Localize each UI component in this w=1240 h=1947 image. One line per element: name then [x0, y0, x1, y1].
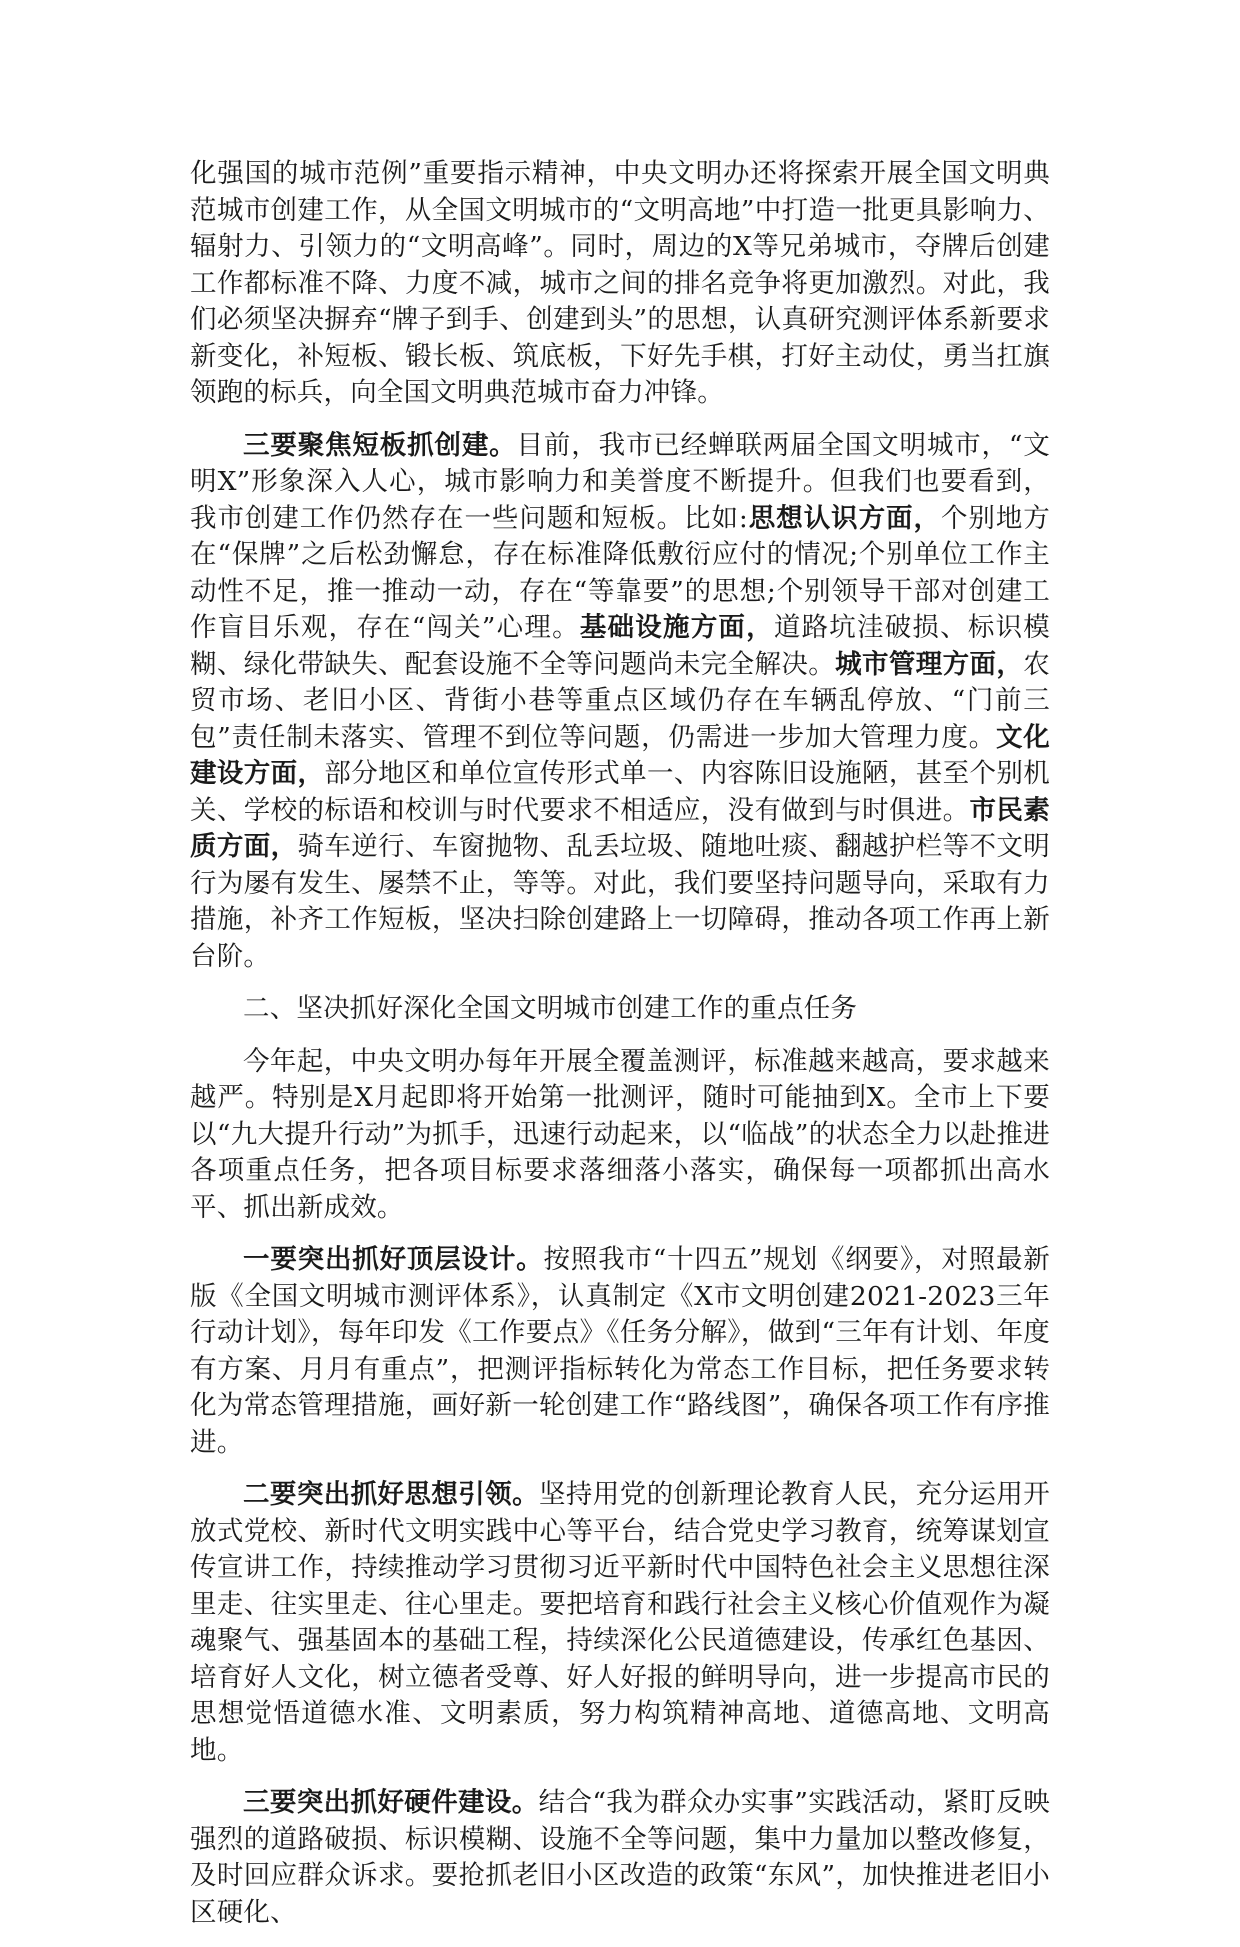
paragraph-text: 道路坑洼破损、标识模糊、绿化带缺失、配套设施不全等问题尚未完全解决。: [190, 612, 1050, 680]
paragraph-hardware-construction: [190, 1785, 1050, 1931]
paragraph-top-design: [190, 1242, 1050, 1461]
paragraph-lead: 三要聚焦短板抓创建。: [243, 429, 517, 461]
paragraph-text: 目前，我市已经蝉联两届全国文明城市，“文明X”形象深入人心，城市影响力和美誉度不断提升。但我们也要看到，我市创建工作仍然存在一些问题和短板。比如:: [190, 429, 1050, 534]
aspect-urban-management: 城市管理方面，: [835, 648, 1024, 680]
paragraph-text: 骑车逆行、车窗抛物、乱丢垃圾、随地吐痰、翻越护栏等不文明行为屡有发生、屡禁不止，等等。对此，我们要坚持问题导向，采取有力措施，补齐工作短板，坚决扫除创建路上一切障碍，推动各项工作再上新台阶。: [190, 831, 1050, 972]
aspect-citizen-quality: 市民素质方面，: [190, 794, 1050, 862]
aspect-culture: 文化建设方面，: [190, 721, 1050, 789]
aspect-thinking: 思想认识方面，: [748, 502, 941, 534]
paragraph-text: 个别地方在“保牌”之后松劲懈怠，存在标准降低敷衍应付的情况;个别单位工作主动性不足，推一推动一动，存在“等靠要”的思想;个别领导干部对创建工作盲目乐观，存在“闯关”心理。: [190, 502, 1050, 643]
paragraph-ideological-guidance: [190, 1477, 1050, 1769]
document-page: [190, 156, 1050, 1947]
paragraph-shortcomings: [190, 428, 1050, 976]
paragraph-lead: 一要突出抓好顶层设计。: [243, 1244, 544, 1275]
paragraph-key-tasks: 今年起，中央文明办每年开展全覆盖测评，标准越来越高，要求越来越严。特别是X月起即将开始第一批测评，随时可能抽到X。全市上下要以“九大提升行动”为抓手，迅速行动起来，以“临战”的状态全力以赴推进各项重点任务，把各项目标要求落细落小落实，确保每一项都抓出高水平、抓出新成效。: [190, 1045, 1050, 1223]
paragraph-lead: 三要突出抓好硬件建设。: [243, 1787, 539, 1818]
paragraph-lead: 二要突出抓好思想引领。: [243, 1479, 539, 1510]
paragraph-text: 坚持用党的创新理论教育人民，充分运用开放式党校、新时代文明实践中心等平台，结合党史学习教育，统筹谋划宣传宣讲工作，持续推动学习贯彻习近平新时代中国特色社会主义思想往深里走、往实里走、往心里走。要把培育和践行社会主义核心价值观作为凝魂聚气、强基固本的基础工程，持续深化公民道德建设，传承红色基因、培育好人文化，树立德者受尊、好人好报的鲜明导向，进一步提高市民的思想觉悟道德水准、文明素质，努力构筑精神高地、道德高地、文明高地。: [190, 1479, 1050, 1766]
section-heading: 二、坚决抓好深化全国文明城市创建工作的重点任务: [243, 993, 858, 1024]
paragraph-text: 部分地区和单位宣传形式单一、内容陈旧设施陋，甚至个别机关、学校的标语和校训与时代要求不相适应，没有做到与时俱进。: [190, 758, 1050, 826]
paragraph-text: 结合“我为群众办实事”实践活动，紧盯反映强烈的道路破损、标识模糊、设施不全等问题，集中力量加以整改修复，及时回应群众诉求。要抢抓老旧小区改造的政策“东风”，加快推进老旧小区硬化、: [190, 1787, 1050, 1928]
paragraph-text: 农贸市场、老旧小区、背街小巷等重点区域仍存在车辆乱停放、“门前三包”责任制未落实、管理不到位等问题，仍需进一步加大管理力度。: [190, 648, 1050, 753]
aspect-infrastructure: 基础设施方面，: [579, 612, 774, 643]
paragraph-continued: 化强国的城市范例”重要指示精神，中央文明办还将探索开展全国文明典范城市创建工作，从全国文明城市的“文明高地”中打造一批更具影响力、辐射力、引领力的“文明高峰”。同时，周边的X等兄弟城市，夺牌后创建工作都标准不降、力度不减，城市之间的排名竞争将更加激烈。对此，我们必须坚决摒弃“牌子到手、创建到头”的思想，认真研究测评体系新要求新变化，补短板、锻长板、筑底板，下好先手棋，打好主动仗，勇当扛旗领跑的标兵，向全国文明典范城市奋力冲锋。: [190, 158, 1050, 408]
paragraph-text: 按照我市“十四五”规划《纲要》，对照最新版《全国文明城市测评体系》，认真制定《X市文明创建2021-2023三年行动计划》，每年印发《工作要点》《任务分解》，做到“三年有计划、年度有方案、月月有重点”，把测评指标转化为常态工作目标，把任务要求转化为常态管理措施，画好新一轮创建工作“路线图”，确保各项工作有序推进。: [190, 1244, 1050, 1458]
